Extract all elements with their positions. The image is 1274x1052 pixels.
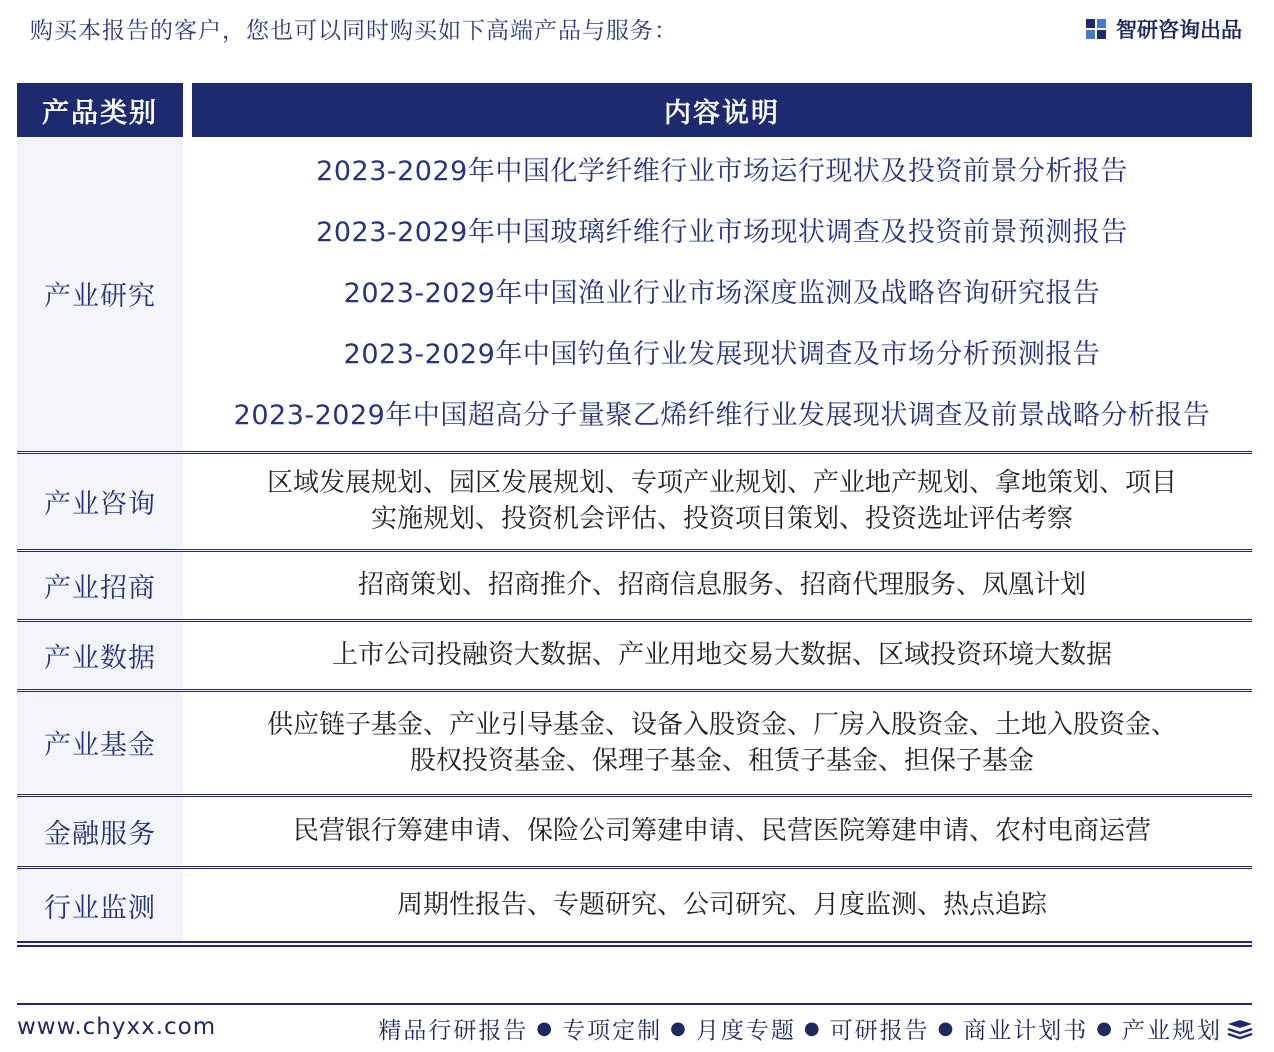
website-link[interactable]: www.chyxx.com bbox=[17, 1014, 217, 1040]
table-row bbox=[17, 454, 1252, 552]
category-cell: 产业咨询 bbox=[17, 454, 183, 548]
description-cell bbox=[192, 869, 1252, 941]
report-link[interactable]: 2023-2029年中国玻璃纤维行业市场现状调查及投资前景预测报告 bbox=[316, 217, 1128, 248]
service-item: 产业规划 bbox=[1122, 1018, 1222, 1044]
service-item: 月度专题 bbox=[695, 1018, 796, 1044]
table-header bbox=[17, 83, 1252, 137]
description-line: 供应链子基金、产业引导基金、设备入股资金、厂房入股资金、土地入股资金、 bbox=[266, 709, 1177, 740]
report-link[interactable]: 2023-2029年中国化学纤维行业市场运行现状及投资前景分析报告 bbox=[316, 156, 1128, 187]
services-list bbox=[378, 1012, 1222, 1045]
description-cell bbox=[192, 137, 1252, 450]
report-link[interactable]: 2023-2029年中国超高分子量聚乙烯纤维行业发展现状调查及前景战略分析报告 bbox=[233, 400, 1211, 431]
description-line: 周期性报告、专题研究、公司研究、月度监测、热点追踪 bbox=[396, 890, 1047, 920]
category-cell: 产业研究 bbox=[17, 137, 183, 450]
table-row bbox=[17, 869, 1252, 947]
description-cell bbox=[192, 622, 1252, 688]
table-row bbox=[17, 552, 1252, 622]
category-cell: 金融服务 bbox=[17, 797, 183, 865]
product-table bbox=[17, 83, 1252, 947]
table-row bbox=[17, 622, 1252, 692]
separator-dot: ● bbox=[536, 1018, 555, 1039]
report-link[interactable]: 2023-2029年中国渔业行业市场深度监测及战略咨询研究报告 bbox=[343, 278, 1101, 309]
separator-dot: ● bbox=[670, 1018, 688, 1039]
table-row bbox=[17, 797, 1252, 869]
footer-divider bbox=[17, 1003, 1252, 1005]
brand bbox=[1084, 14, 1242, 44]
service-item: 精品行研报告 bbox=[378, 1018, 529, 1044]
description-cell bbox=[192, 552, 1252, 618]
description-line: 股权投资基金、保理子基金、租赁子基金、担保子基金 bbox=[409, 745, 1034, 776]
col-header-category: 产品类别 bbox=[17, 83, 183, 137]
category-cell: 行业监测 bbox=[17, 869, 183, 941]
separator-dot: ● bbox=[803, 1018, 822, 1039]
description-line: 招商策划、招商推介、招商信息服务、招商代理服务、凤凰计划 bbox=[357, 570, 1086, 600]
description-cell bbox=[192, 692, 1252, 793]
description-line: 民营银行筹建申请、保险公司筹建申请、民营医院筹建申请、农村电商运营 bbox=[292, 816, 1151, 846]
description-line: 实施规划、投资机会评估、投资项目策划、投资选址评估考察 bbox=[370, 504, 1073, 534]
col-header-description: 内容说明 bbox=[192, 83, 1252, 137]
description-line: 区域发展规划、园区发展规划、专项产业规划、产业地产规划、拿地策划、项目 bbox=[266, 468, 1177, 498]
description-cell bbox=[192, 454, 1252, 548]
service-item: 商业计划书 bbox=[963, 1018, 1089, 1044]
table-row bbox=[17, 137, 1252, 454]
table-row bbox=[17, 692, 1252, 797]
description-cell bbox=[192, 797, 1252, 865]
brand-name: 智研咨询出品 bbox=[1116, 18, 1242, 42]
separator-dot: ● bbox=[937, 1018, 956, 1039]
service-item: 专项定制 bbox=[562, 1018, 663, 1044]
service-item: 可研报告 bbox=[829, 1018, 930, 1044]
category-cell: 产业招商 bbox=[17, 552, 183, 618]
intro-text: 购买本报告的客户，您也可以同时购买如下高端产品与服务： bbox=[30, 18, 678, 44]
page-header bbox=[0, 0, 1274, 60]
zhiyan-logo-icon bbox=[1084, 17, 1108, 41]
description-line: 上市公司投融资大数据、产业用地交易大数据、区域投资环境大数据 bbox=[331, 640, 1112, 670]
category-cell: 产业数据 bbox=[17, 622, 183, 688]
separator-dot: ● bbox=[1096, 1018, 1114, 1039]
report-link[interactable]: 2023-2029年中国钓鱼行业发展现状调查及市场分析预测报告 bbox=[343, 339, 1101, 370]
category-cell: 产业基金 bbox=[17, 692, 183, 793]
stack-layers-icon bbox=[1226, 1018, 1254, 1040]
